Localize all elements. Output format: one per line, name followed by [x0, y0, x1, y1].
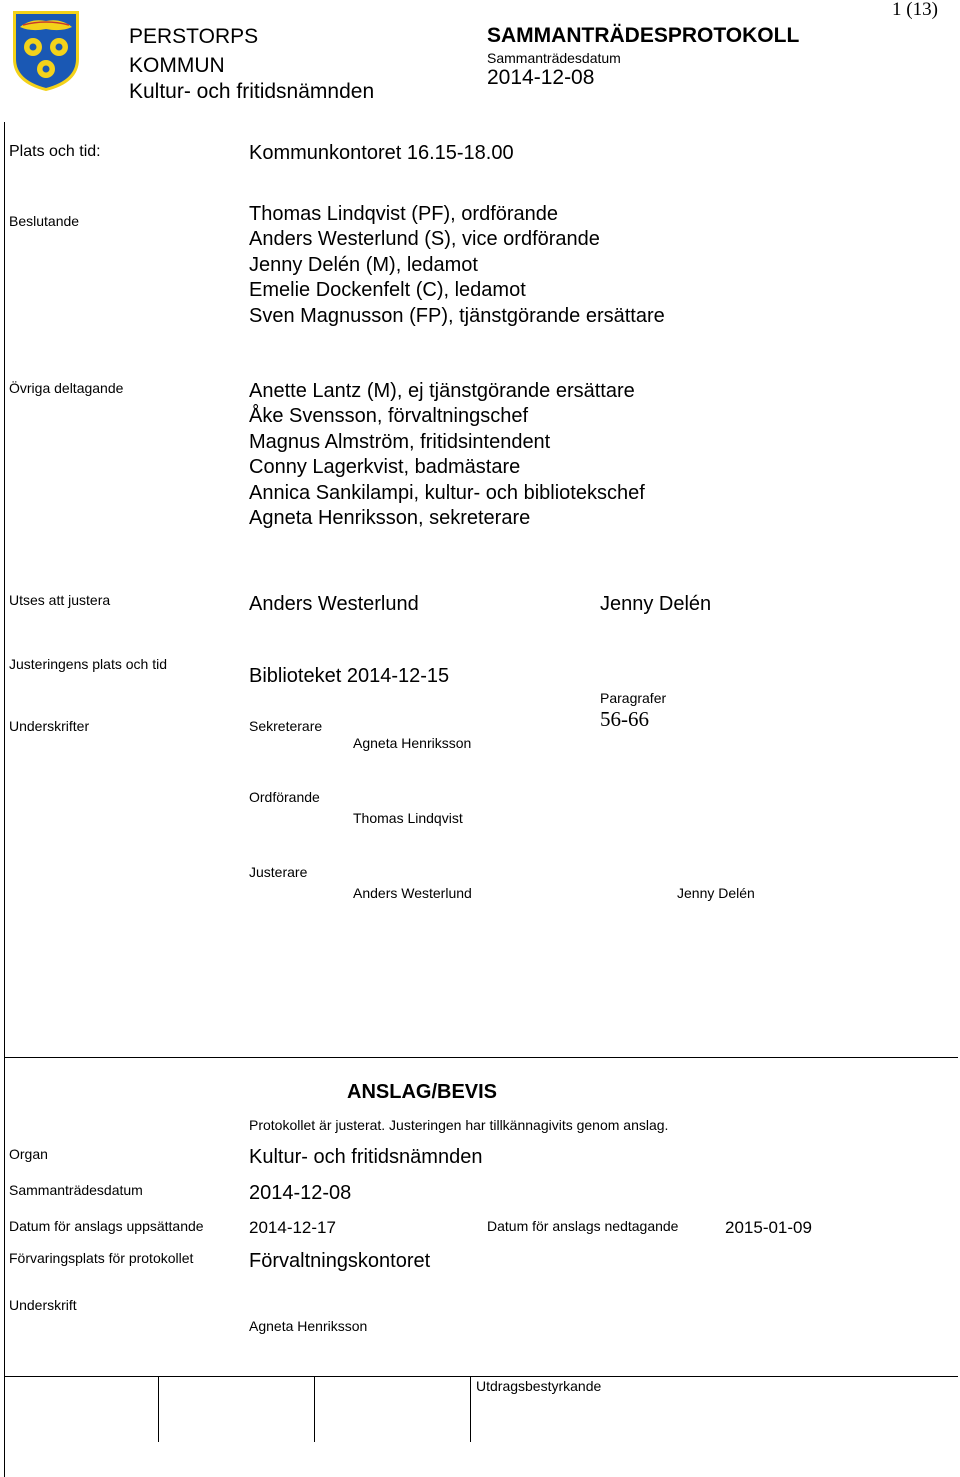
adjuster-name-2: Jenny Delén	[600, 593, 712, 615]
adjusters-label: Utses att justera	[9, 592, 111, 608]
secretary-name: Agneta Henriksson	[353, 735, 472, 751]
chair-name: Thomas Lindqvist	[353, 810, 463, 826]
adjuster-signature-name-1: Anders Westerlund	[353, 885, 472, 901]
municipality-crest	[11, 9, 81, 93]
deciding-member: Sven Magnusson (FP), tjänstgörande ersättare	[249, 304, 665, 327]
committee-name: Kultur- och fritidsnämnden	[129, 80, 375, 103]
storage-value: Förvaltningskontoret	[249, 1250, 431, 1272]
place-time-value: Kommunkontoret 16.15-18.00	[249, 142, 514, 164]
paragraphs-label: Paragrafer	[600, 690, 667, 706]
adjustment-place-time-value: Biblioteket 2014-12-15	[249, 665, 450, 687]
removed-date-value: 2015-01-09	[725, 1218, 812, 1237]
paragraphs-value: 56-66	[600, 707, 649, 731]
adjuster-role: Justerare	[249, 864, 308, 880]
deciding-list	[249, 202, 665, 329]
notice-meeting-date-value: 2014-12-08	[249, 1182, 352, 1204]
other-participant: Magnus Almström, fritidsintendent	[249, 430, 551, 453]
deciding-member: Anders Westerlund (S), vice ordförande	[249, 228, 600, 251]
extract-certification-label: Utdragsbestyrkande	[476, 1378, 602, 1394]
others-label: Övriga deltagande	[9, 380, 124, 396]
org-name-line1: PERSTORPS	[129, 25, 259, 48]
deciding-label: Beslutande	[9, 213, 80, 229]
footer-cell-divider-3	[470, 1376, 471, 1442]
deciding-member: Emelie Dockenfelt (C), ledamot	[249, 279, 526, 302]
adjuster-signature-name-2: Jenny Delén	[677, 885, 755, 901]
adjuster-name-1: Anders Westerlund	[249, 593, 419, 615]
place-time-label: Plats och tid:	[9, 143, 101, 160]
posted-date-value: 2014-12-17	[249, 1218, 336, 1237]
other-participant: Annica Sankilampi, kultur- och bibliotekschef	[249, 481, 645, 504]
meeting-date-label: Sammanträdesdatum	[487, 50, 621, 66]
other-participant: Conny Lagerkvist, badmästare	[249, 456, 521, 479]
org-name-line2: KOMMUN	[129, 54, 225, 77]
other-participant: Agneta Henriksson, sekreterare	[249, 507, 531, 530]
chair-role: Ordförande	[249, 789, 320, 805]
footer-cell-divider-1	[158, 1376, 159, 1442]
footer-cell-divider-2	[314, 1376, 315, 1442]
posted-date-label: Datum för anslags uppsättande	[9, 1218, 204, 1234]
removed-date-label: Datum för anslags nedtagande	[487, 1218, 679, 1234]
deciding-member: Jenny Delén (M), ledamot	[249, 253, 478, 276]
notice-meeting-date-label: Sammanträdesdatum	[9, 1182, 143, 1198]
footer-divider	[4, 1376, 958, 1377]
page-number: 1 (13)	[892, 0, 938, 20]
organ-label: Organ	[9, 1146, 48, 1162]
notice-title: ANSLAG/BEVIS	[347, 1081, 498, 1103]
adjustment-place-time-label: Justeringens plats och tid	[9, 656, 167, 672]
signatures-label: Underskrifter	[9, 718, 90, 734]
organ-value: Kultur- och fritidsnämnden	[249, 1146, 483, 1168]
storage-label: Förvaringsplats för protokollet	[9, 1250, 194, 1266]
document-title: SAMMANTRÄDESPROTOKOLL	[487, 24, 800, 47]
notice-signature-label: Underskrift	[9, 1297, 77, 1313]
notice-statement: Protokollet är justerat. Justeringen har tillkännagivits genom anslag.	[249, 1117, 669, 1133]
secretary-role: Sekreterare	[249, 718, 323, 734]
notice-divider	[4, 1057, 958, 1058]
notice-signature-name: Agneta Henriksson	[249, 1318, 368, 1334]
other-participant: Åke Svensson, förvaltningschef	[249, 405, 529, 428]
meeting-date-value: 2014-12-08	[487, 66, 595, 89]
others-list	[249, 379, 645, 531]
deciding-member: Thomas Lindqvist (PF), ordförande	[249, 203, 559, 225]
other-participant: Anette Lantz (M), ej tjänstgörande ersättare	[249, 380, 635, 402]
left-border	[4, 122, 5, 1477]
